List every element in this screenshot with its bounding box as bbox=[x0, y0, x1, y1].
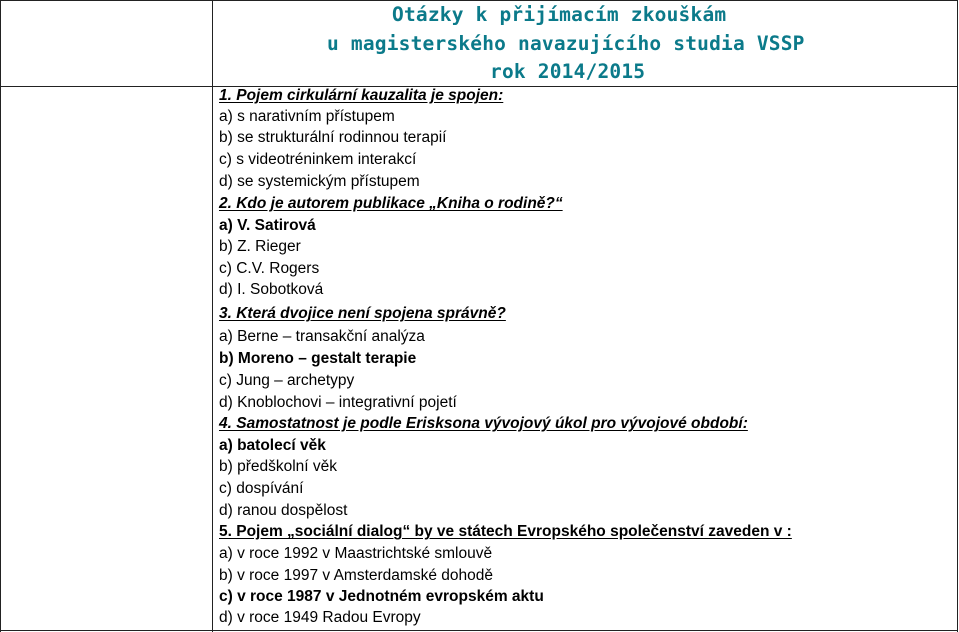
table-border-right bbox=[957, 0, 958, 632]
answer-option: a) Berne – transakční analýza bbox=[219, 328, 425, 345]
answer-option: d) I. Sobotková bbox=[219, 281, 324, 298]
answer-option: b) Z. Rieger bbox=[219, 238, 301, 255]
answer-option: d) v roce 1949 Radou Evropy bbox=[219, 609, 421, 626]
table-border-left bbox=[0, 0, 1, 632]
answer-option: b) předškolní věk bbox=[219, 458, 338, 475]
answer-option-correct: d) se systemickým přístupem bbox=[219, 173, 420, 190]
table-border-top bbox=[0, 0, 958, 1]
answer-option: a) v roce 1992 v Maastrichtské smlouvě bbox=[219, 545, 493, 562]
answer-option: c) s videotréninkem interakcí bbox=[219, 151, 417, 168]
question-1: 1. Pojem cirkulární kauzalita je spojen: bbox=[219, 87, 504, 104]
document-title-line-1: Otázky k přijímacím zkouškám bbox=[392, 3, 727, 26]
answer-option: c) dospívání bbox=[219, 480, 304, 497]
table-row-divider bbox=[0, 630, 958, 631]
answer-option-correct: a) V. Satirová bbox=[219, 217, 316, 234]
answer-option: d) Knoblochovi – integrativní pojetí bbox=[219, 394, 457, 411]
answer-option: c) Jung – archetypy bbox=[219, 372, 355, 389]
question-2: 2. Kdo je autorem publikace „Kniha o rodině?“ bbox=[219, 195, 563, 212]
answer-option-correct: a) batolecí věk bbox=[219, 437, 326, 454]
question-5: 5. Pojem „sociální dialog“ by ve státech Evropského společenství zaveden v : bbox=[219, 523, 792, 540]
answer-option: d) ranou dospělost bbox=[219, 502, 348, 519]
question-3: 3. Která dvojice není spojena správně? bbox=[219, 305, 506, 322]
answer-option: b) se strukturální rodinnou terapií bbox=[219, 129, 447, 146]
answer-option-correct: c) v roce 1987 v Jednotném evropském aktu bbox=[219, 588, 544, 605]
table-column-divider bbox=[212, 0, 213, 632]
answer-option: a) s narativním přístupem bbox=[219, 108, 395, 125]
question-4: 4. Samostatnost je podle Erisksona vývojový úkol pro vývojové období: bbox=[219, 415, 748, 432]
answer-option-correct: b) Moreno – gestalt terapie bbox=[219, 350, 417, 367]
answer-option: c) C.V. Rogers bbox=[219, 260, 320, 277]
document-title-line-2: u magisterského navazujícího studia VSSP bbox=[327, 32, 805, 55]
document-title-line-3: rok 2014/2015 bbox=[490, 60, 646, 83]
answer-option: b) v roce 1997 v Amsterdamské dohodě bbox=[219, 567, 493, 584]
